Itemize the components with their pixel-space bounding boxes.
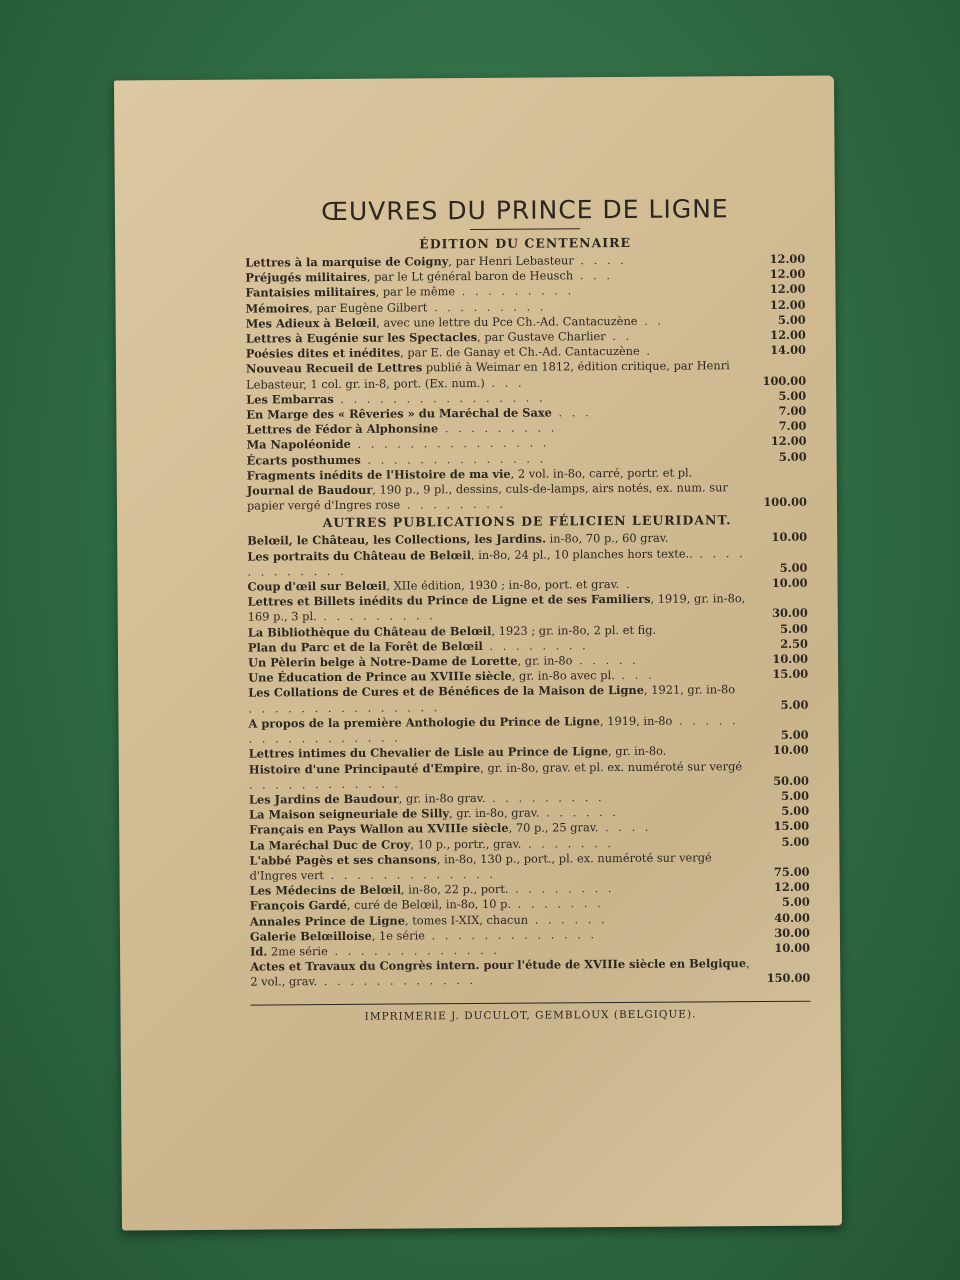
- entry-leader-dots: . . .: [551, 405, 592, 420]
- entry-price: 5.00: [780, 697, 809, 712]
- entry-details: , 1923 ; gr. in-8o, 2 pl. et fig.: [491, 622, 657, 638]
- entry-price: 75.00: [773, 864, 810, 879]
- title-underline: [470, 228, 580, 230]
- entry-details: publié à Weimar en 1812, édition critique, par Henri Lebasteur, 1 col. gr. in-8, port. (Ex. num.): [246, 358, 730, 392]
- section2-heading: AUTRES PUBLICATIONS DE FÉLICIEN LEURIDANT.: [322, 512, 732, 531]
- entry-title: Belœil, le Château, les Collections, les Jardins.: [247, 531, 547, 549]
- entry-details: , in-8o, 22 p., port.: [400, 881, 509, 897]
- entry-details: , par Gustave Charlier: [477, 329, 606, 345]
- entry-title: Écarts posthumes: [246, 452, 361, 468]
- entry-leader-dots: . . .: [573, 268, 613, 283]
- entry-title: Les Embarras: [246, 391, 334, 407]
- entry-title: A propos de la première Anthologie du Prince de Ligne: [248, 714, 600, 731]
- entry-price: 5.00: [778, 388, 807, 403]
- entry-leader-dots: . . . .: [573, 252, 627, 268]
- entry-price: 10.00: [774, 940, 811, 955]
- entry-details: , 2 vol., grav.: [250, 956, 750, 989]
- entry-text: [248, 713, 748, 747]
- entry-title: Lettres à la marquise de Coigny: [245, 254, 449, 270]
- entry-title: Une Éducation de Prince au XVIIIe siècle: [248, 669, 512, 685]
- entry-title: Coup d'œil sur Belœil: [247, 578, 387, 594]
- catalog-entry: [249, 758, 809, 792]
- entry-details: , gr. in-8o: [517, 653, 573, 668]
- entry-title: La Maréchal Duc de Croy: [249, 836, 411, 853]
- entry-leader-dots: .: [639, 343, 654, 359]
- entry-details: , tomes I-XIX, chacun: [404, 912, 529, 928]
- entry-leader-dots: . . .: [614, 668, 655, 683]
- entry-price: 2.50: [780, 636, 808, 651]
- entry-price: 10.00: [772, 742, 809, 758]
- entry-details: , 1e série: [371, 928, 426, 943]
- entry-title: Les Collations de Cures et de Bénéfices de la Maison de Ligne: [248, 683, 644, 701]
- entry-title: Lettres à Eugénie sur les Spectacles: [245, 330, 478, 346]
- entry-leader-dots: . . . . . . . . .: [455, 283, 575, 299]
- entry-price: 5.00: [781, 788, 810, 803]
- entry-price: 5.00: [781, 803, 810, 818]
- entry-title: Journal de Baudour: [246, 482, 373, 498]
- entry-price: 5.00: [779, 560, 808, 575]
- entry-details: , 1919, gr. in-8o, 169 p., 3 pl.: [247, 591, 746, 625]
- catalog-entry: [248, 591, 808, 625]
- entry-leader-dots: . . . . . . . . . . . . .: [327, 942, 500, 958]
- entry-text: [247, 546, 747, 580]
- entry-title: En Marge des « Rêveries » du Maréchal de Saxe: [246, 405, 552, 422]
- entry-details: , gr. in-8o grav.: [398, 790, 486, 806]
- footer-rule: [250, 1000, 810, 1005]
- entry-details: , gr. in-8o, grav.: [449, 805, 540, 821]
- entry-title: Fragments inédits de l'Histoire de ma vie: [246, 466, 511, 483]
- entry-price: 15.00: [773, 819, 810, 834]
- entry-price: 12.00: [769, 266, 806, 282]
- entry-price: 14.00: [770, 342, 806, 358]
- entry-title: La Maison seigneuriale de Silly: [249, 806, 450, 822]
- entry-title: François Gardé: [249, 898, 347, 913]
- entry-details: , 2 vol. in-8o, carré, portr. et pl.: [510, 465, 693, 481]
- entry-title: Histoire d'une Principauté d'Empire: [248, 760, 481, 777]
- entry-price: 10.00: [771, 530, 808, 545]
- entry-price: 7.00: [778, 403, 807, 418]
- booklet-page: [114, 76, 842, 1231]
- entry-title: Les Jardins de Baudour: [248, 791, 399, 807]
- entry-price: 30.00: [772, 606, 808, 621]
- entry-leader-dots: . . . . . . . .: [400, 497, 507, 512]
- entry-title: Mémoires: [245, 300, 310, 316]
- entry-title: Français en Pays Wallon au XVIIIe siècle: [249, 821, 509, 837]
- entry-text: [249, 850, 749, 884]
- entry-details: , 1919, in-8o: [599, 713, 673, 729]
- entry-price: 12.00: [770, 327, 806, 342]
- entry-title: Fantaisies militaires: [245, 285, 376, 301]
- entry-leader-dots: . . . .: [598, 820, 652, 835]
- entry-details: , in-8o, 130 p., port., pl. ex. numéroté sur vergé d'Ingres vert: [249, 850, 712, 883]
- section1-list: [245, 252, 807, 514]
- entry-title: La Bibliothèque du Château de Belœil: [247, 623, 492, 640]
- entry-details: , par Eugène Gilbert: [309, 299, 428, 315]
- entry-details: , in-8o, 24 pl., 10 planches hors texte..: [470, 546, 693, 562]
- entry-leader-dots: . .: [605, 328, 633, 344]
- entry-title: Poésies dites et inédites: [245, 345, 401, 361]
- entry-price: 5.00: [777, 312, 806, 327]
- entry-title: Ma Napoléonide: [246, 437, 351, 453]
- entry-details: , XIIe édition, 1930 ; in-8o, port. et grav.: [386, 577, 620, 593]
- entry-details: , par le même: [375, 284, 456, 300]
- entry-details: in-8o, 70 p., 60 grav.: [545, 531, 669, 546]
- entry-title: Annales Prince de Ligne: [249, 913, 405, 929]
- entry-leader-dots: . . . . . . . . . . . . .: [424, 926, 598, 943]
- entry-title: Nouveau Recueil de Lettres: [245, 360, 423, 377]
- entry-price: 5.00: [781, 834, 810, 849]
- entry-text: [248, 591, 748, 625]
- entry-title: Lettres de Fédor à Alphonsine: [246, 421, 439, 437]
- entry-leader-dots: . .: [637, 313, 665, 328]
- catalog-entry: [247, 480, 807, 514]
- entry-leader-dots: . . . . . . . . .: [485, 790, 605, 805]
- entry-leader-dots: . . . . . . . . .: [427, 299, 547, 314]
- entry-leader-dots: .: [619, 576, 633, 592]
- entry-details: , curé de Belœil, in-8o, 10 p.: [346, 897, 512, 913]
- entry-title: Les Médecins de Belœil: [249, 882, 402, 898]
- entry-details: , gr. in-8o.: [608, 743, 667, 759]
- entry-details: , par E. de Ganay et Ch.-Ad. Cantacuzène: [400, 344, 640, 360]
- entry-title: Id.: [250, 944, 268, 959]
- catalog-entry: [248, 682, 808, 716]
- entry-leader-dots: . . . . . . . . . . . .: [248, 776, 402, 792]
- entry-title: Lettres intimes du Chevalier de Lisle au Prince de Ligne: [248, 744, 609, 761]
- entry-details: , gr. in-8o, grav. et pl. ex. numéroté sur vergé: [480, 758, 743, 775]
- entry-leader-dots: . . . . . . . . . . . . . . . . .: [248, 713, 739, 746]
- catalog-entry: [250, 956, 810, 990]
- entry-details: , 1921, gr. in-8o: [643, 682, 736, 698]
- entry-price: 7.00: [778, 418, 807, 434]
- entry-leader-dots: . . .: [484, 375, 525, 390]
- entry-price: 100.00: [762, 373, 807, 388]
- entry-price: 12.00: [770, 434, 807, 449]
- entry-price: 50.00: [773, 773, 809, 788]
- entry-price: 30.00: [774, 925, 811, 940]
- entry-price: 100.00: [763, 494, 808, 510]
- entry-text: [246, 359, 746, 393]
- entry-leader-dots: . . . . . .: [539, 805, 619, 820]
- entry-price: 5.00: [781, 895, 810, 910]
- entry-leader-dots: . . . . . . . . .: [438, 420, 558, 436]
- entry-details: , par le Lt général baron de Heusch: [366, 268, 574, 284]
- entry-leader-dots: . . . . . . . . .: [316, 608, 436, 624]
- entry-text: [250, 956, 750, 990]
- entry-price: 150.00: [766, 971, 811, 986]
- entry-price: 15.00: [772, 666, 809, 682]
- entry-text: [249, 759, 749, 793]
- entry-title: Les portraits du Château de Belœil: [247, 547, 471, 564]
- entry-title: Mes Adieux à Belœil: [245, 315, 377, 331]
- entry-leader-dots: . . . . . . .: [521, 835, 615, 851]
- entry-title: Actes et Travaux du Congrès intern. pour l'étude de XVIIIe siècle en Belgique: [250, 956, 747, 974]
- entry-leader-dots: . . . . . . . . . . . . .: [323, 866, 497, 883]
- catalog-entry: [246, 358, 806, 392]
- page-title: ŒUVRES DU PRINCE DE LIGNE: [321, 194, 729, 227]
- entry-price: 5.00: [778, 449, 807, 464]
- entry-leader-dots: . . . . . .: [528, 911, 608, 927]
- entry-price: 10.00: [772, 651, 809, 667]
- entry-details: , par Henri Lebasteur: [448, 253, 574, 269]
- entry-title: Lettres et Billets inédits du Prince de Ligne et de ses Familiers: [247, 592, 651, 609]
- section1-heading: ÉDITION DU CENTENAIRE: [419, 234, 632, 252]
- entry-leader-dots: . . . . . . . .: [482, 638, 589, 653]
- entry-details: 2me série: [267, 943, 328, 959]
- entry-details: , gr. in-8o avec pl.: [511, 668, 615, 684]
- entry-leader-dots: . . . . . . . .: [508, 881, 615, 896]
- entry-details: , 190 p., 9 pl., dessins, culs-de-lamps, airs notés, ex. num. sur papier vergé d'Ingres rose: [246, 480, 728, 513]
- entry-leader-dots: . . . . . . . . . . . . . . .: [248, 699, 441, 716]
- entry-leader-dots: . . . . . . . . . . . . . . . .: [333, 390, 546, 406]
- catalog-entry: [247, 545, 807, 579]
- entry-details: , avec une lettre du Pce Ch.-Ad. Cantacuzène: [376, 313, 638, 330]
- entry-title: Un Pèlerin belge à Notre-Dame de Lorette: [248, 653, 518, 670]
- entry-leader-dots: . . . . .: [572, 652, 639, 668]
- entry-price: 12.00: [769, 297, 806, 312]
- entry-title: Préjugés militaires: [245, 269, 367, 285]
- section2-list: [247, 530, 810, 990]
- entry-details: , 70 p., 25 grav.: [508, 820, 599, 836]
- entry-leader-dots: . . . . . . .: [511, 896, 604, 912]
- entry-leader-dots: . . . . . . . . . . . .: [317, 973, 477, 989]
- entry-price: 5.00: [780, 621, 808, 636]
- entry-price: 40.00: [774, 910, 810, 925]
- entry-details: , 10 p., portr., grav.: [410, 836, 522, 851]
- entry-leader-dots: . . . . . . . . . . . . . . .: [350, 435, 550, 452]
- entry-title: Plan du Parc et de la Forêt de Belœil: [247, 638, 483, 655]
- entry-leader-dots: . . . . . . . . . . . . . .: [360, 451, 547, 467]
- catalog-entry: [248, 713, 808, 747]
- entry-text: [247, 480, 747, 514]
- entry-title: Galerie Belœilloise: [249, 928, 372, 944]
- imprint: IMPRIMERIE J. DUCULOT, GEMBLOUX (BELGIQUE).: [364, 1008, 697, 1023]
- entry-price: 12.00: [769, 282, 806, 297]
- entry-price: 10.00: [771, 575, 808, 591]
- entry-price: 5.00: [780, 727, 809, 742]
- entry-text: [248, 683, 748, 717]
- catalog-content: [245, 194, 811, 1023]
- entry-title: L'abbé Pagès et ses chansons: [249, 852, 437, 868]
- entry-price: 12.00: [769, 251, 806, 266]
- entry-price: 12.00: [773, 879, 810, 895]
- catalog-entry: [249, 849, 809, 883]
- entry-leader-dots: . . . . . . . . . . . .: [247, 545, 746, 579]
